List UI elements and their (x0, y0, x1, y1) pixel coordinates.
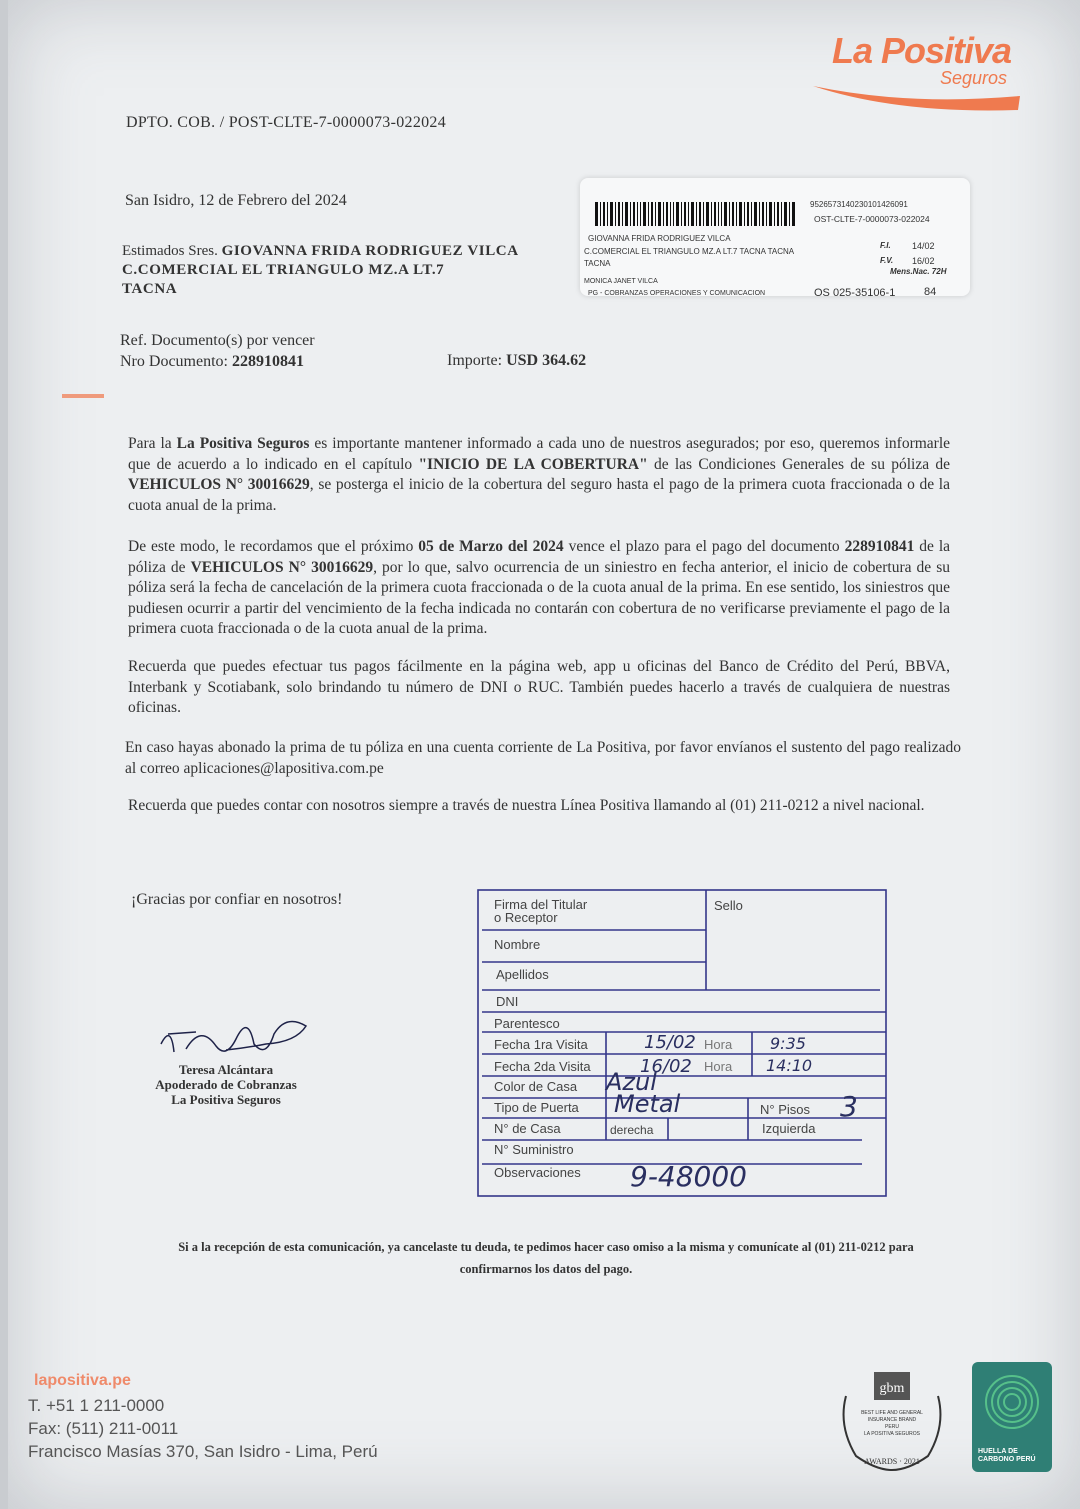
form-label-nro-casa: N° de Casa (494, 1121, 561, 1136)
amount: Importe: USD 364.62 (447, 352, 587, 369)
handwritten-date-1: 15/02 (644, 1032, 696, 1053)
label-fi-key: F.I. (880, 241, 891, 250)
label-route: 84 (924, 286, 937, 298)
brand-logo-subtitle: Seguros (940, 68, 1008, 88)
letter-date: San Isidro, 12 de Febrero del 2024 (125, 192, 347, 209)
paragraph-2: De este modo, le recordamos que el próximo 05 de Marzo del 2024 vence el plazo para el pago del documento 228910841 de la póliza de VEHICULOS N° 30016629, por lo que, salvo ocurrencia de un siniestro en fecha anterior, el inicio de cobertura de su póliza será la fecha de cancelación de la primera cuota fraccionada o de la cuota anual de la prima. En ese sentido, los siniestros que pudiesen ocurrir a partir del vencimiento de la fecha indicada no contarán con cobertura de no verificarse previamente el pago de la primera cuota fraccionada o de la cuota anual de la prima. (128, 538, 951, 637)
footer-notice: Si a la recepción de esta comunicación, ya cancelaste tu deuda, te pedimos hacer caso omiso a la misma y comunícate al (01) 211-0212 para confirmarnos los datos del pago. (178, 1240, 914, 1276)
svg-text:BEST LIFE AND GENERAL: BEST LIFE AND GENERAL (861, 1410, 923, 1416)
barcode-icon (595, 202, 795, 226)
fingerprint-icon (972, 1362, 1052, 1442)
label-reference: OST-CLTE-7-0000073-022024 (814, 214, 930, 224)
label-name: GIOVANNA FRIDA RODRIGUEZ VILCA (588, 234, 731, 243)
form-label-izquierda: Izquierda (762, 1121, 816, 1136)
award-laurel-icon (836, 1366, 948, 1476)
delivery-label (580, 178, 970, 299)
svg-text:PERU: PERU (885, 1424, 899, 1430)
handwritten-observation: 9-48000 (630, 1160, 747, 1193)
svg-text:gbm: gbm (879, 1381, 905, 1396)
letter-paper (8, 0, 1080, 1509)
form-label-sello: Sello (714, 898, 743, 913)
form-label-tipo-puerta: Tipo de Puerta (494, 1100, 579, 1115)
document-reference: Ref. Documento(s) por vencer Nro Documento: 228910841 (120, 332, 315, 370)
paragraph-3: Recuerda que puedes efectuar tus pagos fácilmente en la página web, app u oficinas del Banco de Crédito del Perú, BBVA, Interbank y Scotiabank, solo brindando tu número de DNI o RUC. También puedes hacerlo a través de cualquiera de nuestras oficinas. (128, 658, 950, 716)
signature-icon (156, 1004, 316, 1064)
label-agent: MONICA JANET VILCA (584, 278, 658, 285)
handwritten-time-1: 9:35 (770, 1034, 806, 1053)
form-label-firma: Firma del Titular o Receptor (494, 897, 588, 925)
form-label-parentesco: Parentesco (494, 1016, 560, 1031)
handwritten-color: Azul (606, 1068, 657, 1096)
handwritten-date-2: 16/02 (640, 1056, 692, 1077)
signatory: Teresa Alcántara Apoderado de Cobranzas La Positiva Seguros (155, 1062, 297, 1107)
form-label-fecha-2: Fecha 2da Visita (494, 1059, 591, 1074)
brand-logo: La Positiva (832, 30, 1012, 71)
form-label-apellidos: Apellidos (496, 967, 549, 982)
form-label-color-casa: Color de Casa (494, 1079, 578, 1094)
recipient-name: GIOVANNA FRIDA RODRIGUEZ VILCA (221, 243, 519, 259)
contact-info: T. +51 1 211-0000 Fax: (511) 211-0011 Francisco Masías 370, San Isidro - Lima, Perú (28, 1396, 378, 1461)
svg-text:AWARDS · 2021: AWARDS · 2021 (864, 1457, 920, 1466)
paragraph-4: En caso hayas abonado la prima de tu póliza en una cuenta corriente de La Positiva, por favor envíanos el sustento del pago realizado al correo aplicaciones@lapositiva.com.pe (125, 739, 961, 777)
label-city: TACNA (584, 259, 611, 268)
thanks-text: ¡Gracias por confiar en nosotros! (131, 891, 343, 908)
form-label-hora-2: Hora (704, 1059, 733, 1074)
form-label-nombre: Nombre (494, 937, 541, 952)
document-number: 228910841 (231, 353, 304, 370)
orange-accent-line (62, 394, 104, 398)
label-fi-value: 14/02 (912, 241, 935, 251)
label-address: C.COMERCIAL EL TRIANGULO MZ.A LT.7 TACNA TACNA (584, 247, 795, 256)
recipient-address: Estimados Sres. GIOVANNA FRIDA RODRIGUEZ VILCA C.COMERCIAL EL TRIANGULO MZ.A LT.7 TACNA (122, 243, 519, 297)
form-label-pisos: N° Pisos (760, 1102, 810, 1117)
form-label-observaciones: Observaciones (494, 1165, 581, 1180)
recipient-street: C.COMERCIAL EL TRIANGULO MZ.A LT.7 (122, 262, 445, 278)
label-tracking-code: 952657314023010142609​1 (810, 200, 908, 209)
website-link[interactable]: lapositiva.pe (34, 1372, 131, 1389)
label-os-number: OS 025-35106-1 (814, 287, 896, 299)
form-label-fecha-1: Fecha 1ra Visita (494, 1037, 588, 1052)
label-fv-value: 16/02 (912, 256, 935, 266)
handwritten-door: Metal (614, 1090, 681, 1118)
carbon-footprint-badge: HUELLA DE CARBONO PERÚ (972, 1362, 1052, 1472)
label-department: PG - COBRANZAS OPERACIONES Y COMUNICACION (588, 290, 766, 297)
handwritten-time-2: 14:10 (766, 1056, 813, 1075)
form-label-hora-1: Hora (704, 1037, 733, 1052)
form-label-suministro: N° Suministro (494, 1142, 574, 1157)
paragraph-5: Recuerda que puedes contar con nosotros siempre a través de nuestra Línea Positiva llamando al (01) 211-0212 a nivel nacional. (128, 797, 925, 814)
department-reference: DPTO. COB. / POST-CLTE-7-0000073-022024 (126, 114, 447, 131)
form-label-derecha: derecha (610, 1123, 654, 1137)
svg-text:LA POSITIVA SEGUROS: LA POSITIVA SEGUROS (863, 1431, 921, 1437)
handwritten-floors: 3 (840, 1090, 858, 1123)
form-label-dni: DNI (496, 994, 519, 1009)
svg-text:INSURANCE BRAND: INSURANCE BRAND (867, 1417, 917, 1423)
label-mens: Mens.Nac. 72H (890, 267, 947, 276)
label-fv-key: F.V. (880, 256, 894, 265)
paragraph-1: Para la La Positiva Seguros es importante mantener informado a cada uno de nuestros asegurados; por eso, queremos informarle que de acuerdo a lo indicado en el capítulo "INICIO DE LA COBERTURA" de las Condiciones Generales de su póliza de VEHICULOS N° 30016629, se posterga el inicio de la cobertura del seguro hasta el pago de la primera cuota fraccionada o de la cuota anual de la prima. (128, 435, 951, 514)
logo-swoosh-icon (808, 84, 1028, 114)
recipient-city: TACNA (122, 281, 178, 297)
